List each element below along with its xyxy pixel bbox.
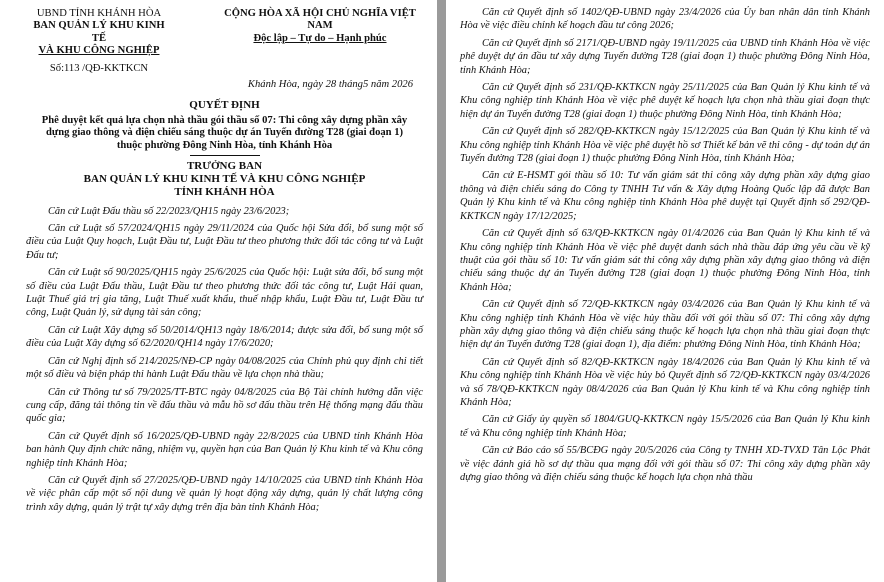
legal-basis-paragraph: Căn cứ Báo cáo số 55/BCĐG ngày 20/5/2026 của Công ty TNHH XD-TVXD Tân Lộc Phát về việc đánh giá hồ sơ dự thầu qua mạng đối với gói thầu số 07: Thi công xây dựng phần xây dựng giao thông và điện chiếu sáng thuộc kế hoạch lựa chọn nhà thầu (460, 445, 870, 483)
org-line-3: VÀ KHU CÔNG NGHIỆP (38, 45, 160, 57)
document-title: QUYẾT ĐỊNH (189, 99, 260, 112)
issuing-authority (26, 160, 423, 198)
legal-basis-paragraph: Căn cứ Quyết định số 72/QĐ-KKTKCN ngày 03/4/2026 của Ban Quản lý Khu kinh tế và Khu công nghiệp tỉnh Khánh Hòa về việc hủy thầu đối với gói thầu số 07: Thi công xây dựng phần xây dựng giao thông và điện chiếu sáng thuộc kế hoạch lựa chọn nhà thầu giai đoạn thực hiện dự án Tuyến đường T28 (giai đoạn 1), địa điểm: phường Đông Ninh Hòa, tỉnh Khánh Hòa; (460, 299, 870, 351)
authority-line-2: BAN QUẢN LÝ KHU KINH TẾ VÀ KHU CÔNG NGHIỆP (83, 173, 366, 186)
issuing-organization (26, 8, 172, 75)
org-line-1: UBND TỈNH KHÁNH HÒA (36, 8, 162, 19)
legal-basis-paragraph: Căn cứ Luật số 90/2025/QH15 ngày 25/6/2025 của Quốc hội: Luật sửa đổi, bổ sung một số điều của Luật Đấu thầu, Luật Đầu tư theo phương thức đối tác công tư, Luật Hải quan, Luật Thuế giá trị gia tăng, Luật Thuế xuất khẩu, thuế nhập khẩu, Luật Đầu tư, Luật Đầu tư công, Luật Quản lý, sử dụng tài sản công; (26, 267, 423, 319)
legal-basis-paragraph: Căn cứ Quyết định số 63/QĐ-KKTKCN ngày 01/4/2026 của Ban Quản lý Khu kinh tế và Khu công nghiệp tỉnh Khánh Hòa về việc phê duyệt danh sách nhà thầu đáp ứng yêu cầu về kỹ thuật của gói thầu số 10: Tư vấn giám sát thi công xây dựng phần xây dựng giao thông và điện chiếu sáng thuộc dự án Tuyến đường T28 (giai đoạn 1) thuộc phường Đông Ninh Hòa, tỉnh Khánh Hòa; (460, 228, 870, 293)
legal-basis-paragraph: Căn cứ Quyết định số 282/QĐ-KKTKCN ngày 15/12/2025 của Ban Quản lý Khu kinh tế và Khu công nghiệp tỉnh Khánh Hòa về việc phê duyệt hồ sơ Thiết kế bản vẽ thi công - dự toán dự án Tuyến đường T28 (giai đoạn 1) thuộc phường Đông Ninh Hòa, tỉnh Khánh Hòa; (460, 126, 870, 165)
document-header (26, 8, 423, 75)
document-page-left (0, 0, 437, 582)
country-name: CỘNG HÒA XÃ HỘI CHỦ NGHĨA VIỆT NAM (224, 8, 416, 32)
legal-basis-paragraph: Căn cứ Thông tư số 79/2025/TT-BTC ngày 04/8/2025 của Bộ Tài chính hướng dẫn việc cung cấp, đăng tải thông tin về đấu thầu và mẫu hồ sơ đấu thầu trên Hệ thống mạng đấu thầu quốc gia; (26, 386, 423, 425)
national-heading (217, 8, 423, 75)
legal-basis-paragraph: Căn cứ Luật Xây dựng số 50/2014/QH13 ngày 18/6/2014; được sửa đổi, bổ sung một số điều của Luật Xây dựng số 62/2020/QH14 ngày 17/6/2020; (26, 324, 423, 350)
legal-basis-right (460, 6, 870, 484)
legal-basis-left (26, 205, 423, 515)
legal-basis-paragraph: Căn cứ Luật số 57/2024/QH15 ngày 29/11/2024 của Quốc hội Sửa đổi, bổ sung một số điều của Luật Quy hoạch, Luật Đầu tư, Luật Đầu tư theo phương thức đối tác công tư và Luật Đấu tư; (26, 223, 423, 261)
legal-basis-paragraph: Căn cứ Giấy ủy quyền số 1804/GUQ-KKTKCN ngày 15/5/2026 của Ban Quản lý Khu kinh tế và Khu công nghiệp tỉnh Khánh Hòa; (460, 414, 870, 439)
issue-date: Khánh Hòa, ngày 28 tháng5 năm 2026 (247, 79, 413, 91)
national-motto: Độc lập – Tự do – Hạnh phúc (253, 32, 387, 44)
authority-line-3: TỈNH KHÁNH HÒA (174, 185, 275, 198)
legal-basis-paragraph: Căn cứ Quyết định số 1402/QĐ-UBND ngày 23/4/2026 của Ủy ban nhân dân tỉnh Khánh Hòa về việc điều chỉnh kế hoạch đầu tư công 2026; (460, 7, 870, 32)
legal-basis-paragraph: Căn cứ Nghị định số 214/2025/NĐ-CP ngày 04/08/2025 của Chính phủ quy định chi tiết một số điều và biện pháp thi hành Luật Đấu thầu về lựa chọn nhà thầu; (26, 355, 423, 381)
legal-basis-paragraph: Căn cứ Quyết định số 82/QĐ-KKTKCN ngày 18/4/2026 của Ban Quản lý Khu kinh tế và Khu công nghiệp tỉnh Khánh Hòa về việc hủy bỏ Quyết định số 72/QĐ-KKTKCN ngày 03/4/2026 và số 78/QĐ-KKTKCN ngày 08/4/2026 của Ban Quản lý Khu kinh tế và Khu công nghiệp tỉnh Khánh Hòa; (460, 356, 870, 408)
legal-basis-paragraph: Căn cứ Quyết định số 231/QĐ-KKTKCN ngày 25/11/2025 của Ban Quản lý Khu kinh tế và Khu công nghiệp tỉnh Khánh Hòa về việc phê duyệt kế hoạch lựa chọn nhà thầu giai đoạn thực hiện dự án Tuyến đường T28 (giai đoạn 1) thuộc phường Đông Ninh Hòa, tỉnh Khánh Hòa; (460, 82, 870, 120)
legal-basis-paragraph: Căn cứ Quyết định số 16/2025/QĐ-UBND ngày 22/8/2025 của UBND tỉnh Khánh Hòa ban hành Quy định chức năng, nhiệm vụ, quyền hạn của Ban Quản lý Khu kinh tế và Khu công nghiệp tỉnh Khánh Hòa; (26, 430, 423, 469)
document-subject: Phê duyệt kết quả lựa chọn nhà thầu gói thầu số 07: Thi công xây dựng phần xây dựng giao thông và điện chiếu sáng thuộc dự án Tuyến đường T28 (giai đoạn 1) thuộc phường Đông Ninh Hòa, tỉnh Khánh Hòa (41, 115, 408, 151)
authority-line-1: TRƯỞNG BAN (186, 160, 263, 173)
org-line-2: BAN QUẢN LÝ KHU KINH TẾ (33, 20, 165, 44)
legal-basis-paragraph: Căn cứ E-HSMT gói thầu số 10: Tư vấn giám sát thi công xây dựng phần xây dựng giao thông và điện chiếu sáng do Công ty TNHH Tư vấn & Xây dựng Hoàng Quốc lập đã được Ban Quản lý Khu kinh tế và Khu công nghiệp tỉnh Khánh Hòa phê duyệt tại Quyết định số 292/QĐ-KKTKCN ngày 17/12/2025; (460, 170, 870, 222)
document-page-right (446, 0, 884, 582)
subject-divider (190, 155, 260, 156)
legal-basis-paragraph: Căn cứ Quyết định số 2171/QĐ-UBND ngày 19/11/2025 của UBND tỉnh Khánh Hòa về việc phê duyệt dự án đầu tư xây dựng Tuyến đường T28 (giai đoạn 1) thuộc phường Đông Ninh Hòa, tỉnh Khánh Hòa; (460, 37, 870, 76)
legal-basis-paragraph: Căn cứ Quyết định số 27/2025/QĐ-UBND ngày 14/10/2025 của UBND tỉnh Khánh Hòa về việc phân cấp một số nội dung về quản lý hoạt động xây dựng, quản lý chất lượng công trình xây dựng, quản lý trật tự xây dựng trên địa bàn tỉnh Khánh Hòa; (26, 474, 423, 513)
legal-basis-paragraph: Căn cứ Luật Đấu thầu số 22/2023/QH15 ngày 23/6/2023; (48, 205, 290, 217)
document-number: Số:113 /QĐ-KKTKCN (49, 62, 149, 74)
